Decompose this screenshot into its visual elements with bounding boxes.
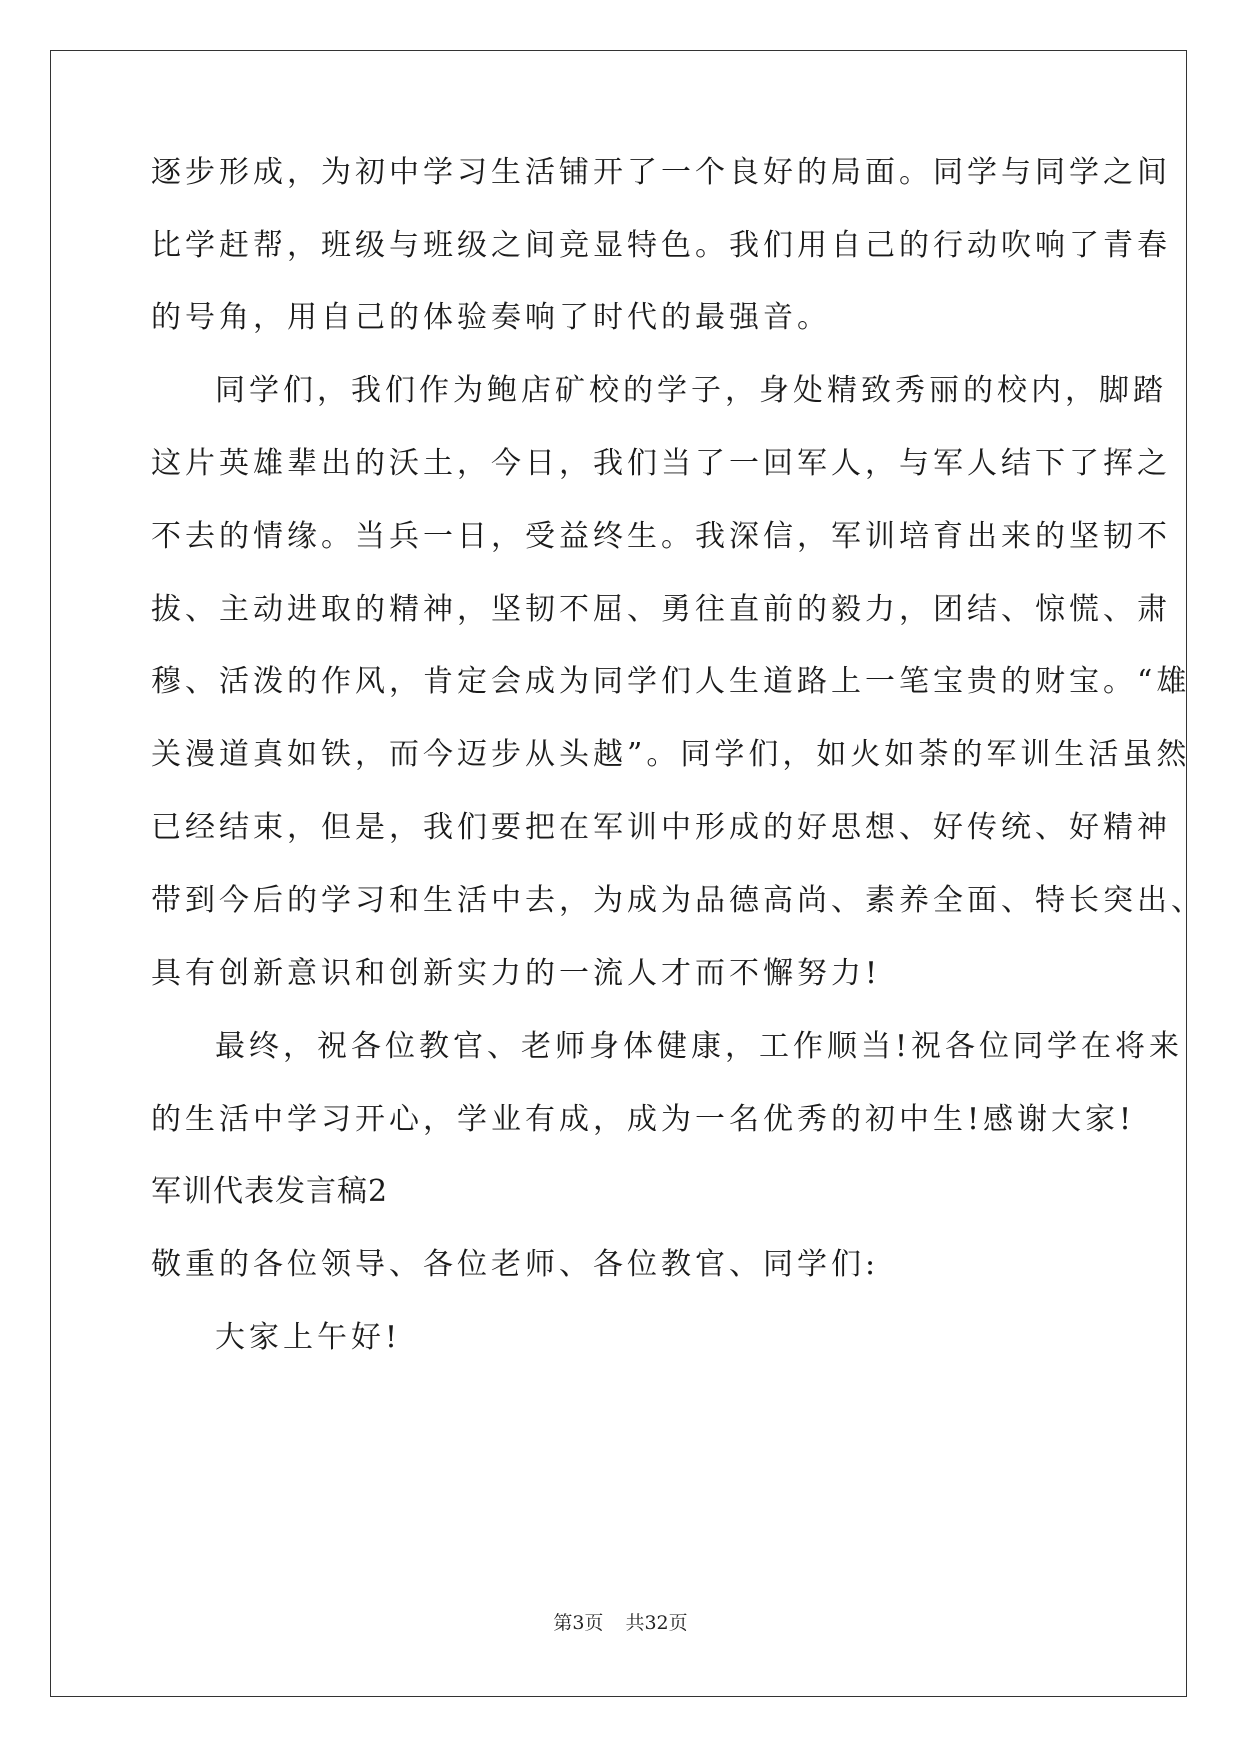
body-line: 的号角，用自己的体验奏响了时代的最强音。 <box>151 300 831 335</box>
body-line: 的生活中学习开心，学业有成，成为一名优秀的初中生!感谢大家! <box>151 1102 1136 1137</box>
body-line: 比学赶帮，班级与班级之间竞显特色。我们用自己的行动吹响了青春 <box>151 228 1171 263</box>
page-total: 共32页 <box>625 1612 688 1634</box>
body-line: 具有创新意识和创新实力的一流人才而不懈努力! <box>151 956 882 991</box>
page-footer <box>0 1611 1241 1635</box>
body-line: 已经结束，但是，我们要把在军训中形成的好思想、好传统、好精神 <box>151 810 1171 845</box>
body-line: 关漫道真如铁，而今迈步从头越”。同学们，如火如荼的军训生活虽然 <box>151 737 1191 772</box>
page-number: 第3页 <box>553 1612 604 1634</box>
body-line: 带到今后的学习和生活中去，为成为品德高尚、素养全面、特长突出、 <box>151 883 1205 918</box>
paragraph-start-line: 同学们，我们作为鲍店矿校的学子，身处精致秀丽的校内，脚踏 <box>215 373 1167 408</box>
body-line: 这片英雄辈出的沃土，今日，我们当了一回军人，与军人结下了挥之 <box>151 446 1171 481</box>
body-line: 不去的情缘。当兵一日，受益终生。我深信，军训培育出来的坚韧不 <box>151 519 1171 554</box>
paragraph-start-line: 最终，祝各位教官、老师身体健康，工作顺当!祝各位同学在将来 <box>215 1029 1184 1064</box>
section-heading: 军训代表发言稿2 <box>151 1174 389 1209</box>
body-line: 拔、主动进取的精神，坚韧不屈、勇往直前的毅力，团结、惊慌、肃 <box>151 592 1171 627</box>
body-line: 穆、活泼的作风，肯定会成为同学们人生道路上一笔宝贵的财宝。“雄 <box>151 664 1191 699</box>
greeting-line: 大家上午好! <box>215 1320 402 1355</box>
body-line: 逐步形成，为初中学习生活铺开了一个良好的局面。同学与同学之间 <box>151 155 1171 190</box>
salutation-line: 敬重的各位领导、各位老师、各位教官、同学们: <box>151 1247 880 1282</box>
